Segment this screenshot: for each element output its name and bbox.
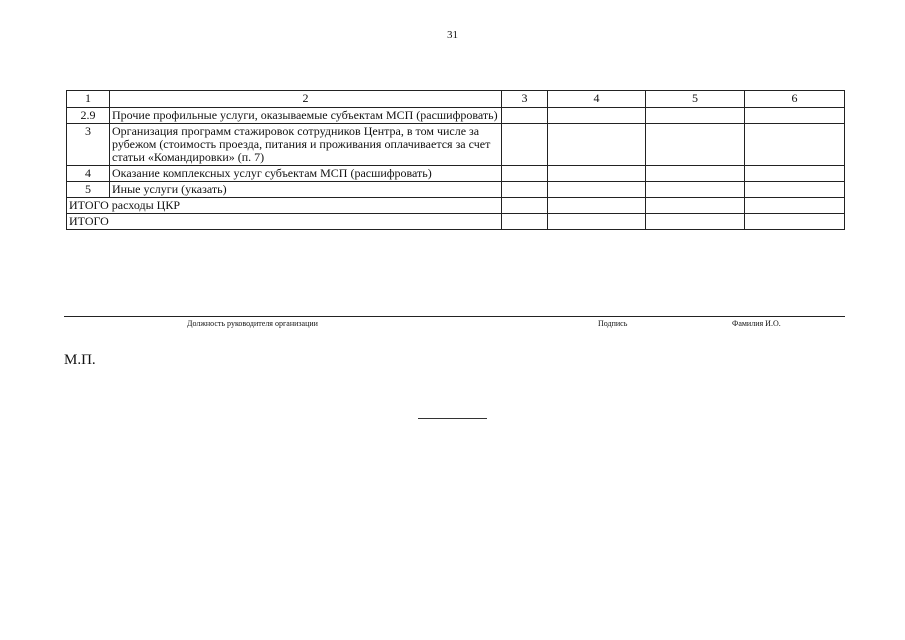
column-header: 3 (502, 91, 548, 108)
value-cell (502, 214, 548, 230)
value-cell (502, 108, 548, 124)
value-cell (502, 198, 548, 214)
value-cell (548, 198, 646, 214)
row-number: 5 (67, 182, 110, 198)
value-cell (548, 166, 646, 182)
row-number: 2.9 (67, 108, 110, 124)
table-row (67, 108, 845, 124)
value-cell (745, 182, 845, 198)
total-label: ИТОГО (67, 214, 502, 230)
row-description: Прочие профильные услуги, оказываемые субъектам МСП (расшифровать) (110, 108, 502, 124)
value-cell (646, 166, 745, 182)
value-cell (502, 182, 548, 198)
total-row (67, 214, 845, 230)
position-label: Должность руководителя организации (187, 319, 318, 328)
value-cell (548, 108, 646, 124)
name-label: Фамилия И.О. (732, 319, 781, 328)
table-row (67, 166, 845, 182)
value-cell (548, 214, 646, 230)
value-cell (502, 166, 548, 182)
page-number: 31 (447, 29, 458, 41)
value-cell (745, 166, 845, 182)
column-header: 2 (110, 91, 502, 108)
table-header-row (67, 91, 845, 108)
value-cell (745, 214, 845, 230)
value-cell (646, 124, 745, 166)
total-row (67, 198, 845, 214)
value-cell (745, 124, 845, 166)
column-header: 5 (646, 91, 745, 108)
stamp-label: М.П. (64, 352, 96, 368)
value-cell (548, 124, 646, 166)
value-cell (646, 108, 745, 124)
column-header: 1 (67, 91, 110, 108)
signature-label: Подпись (598, 319, 628, 328)
table-row (67, 124, 845, 166)
row-description: Организация программ стажировок сотрудников Центра, в том числе за рубежом (стоимость проезда, питания и проживания оплачивается за счет статьи «Командировки» (п. 7) (110, 124, 502, 166)
value-cell (745, 198, 845, 214)
row-number: 4 (67, 166, 110, 182)
value-cell (646, 198, 745, 214)
value-cell (646, 214, 745, 230)
signature-line (64, 316, 845, 317)
value-cell (745, 108, 845, 124)
row-number: 3 (67, 124, 110, 166)
end-divider (418, 418, 487, 419)
table-row (67, 182, 845, 198)
value-cell (502, 124, 548, 166)
row-description: Оказание комплексных услуг субъектам МСП (расшифровать) (110, 166, 502, 182)
column-header: 6 (745, 91, 845, 108)
total-label: ИТОГО расходы ЦКР (67, 198, 502, 214)
expense-table (66, 90, 845, 230)
value-cell (548, 182, 646, 198)
row-description: Иные услуги (указать) (110, 182, 502, 198)
column-header: 4 (548, 91, 646, 108)
value-cell (646, 182, 745, 198)
